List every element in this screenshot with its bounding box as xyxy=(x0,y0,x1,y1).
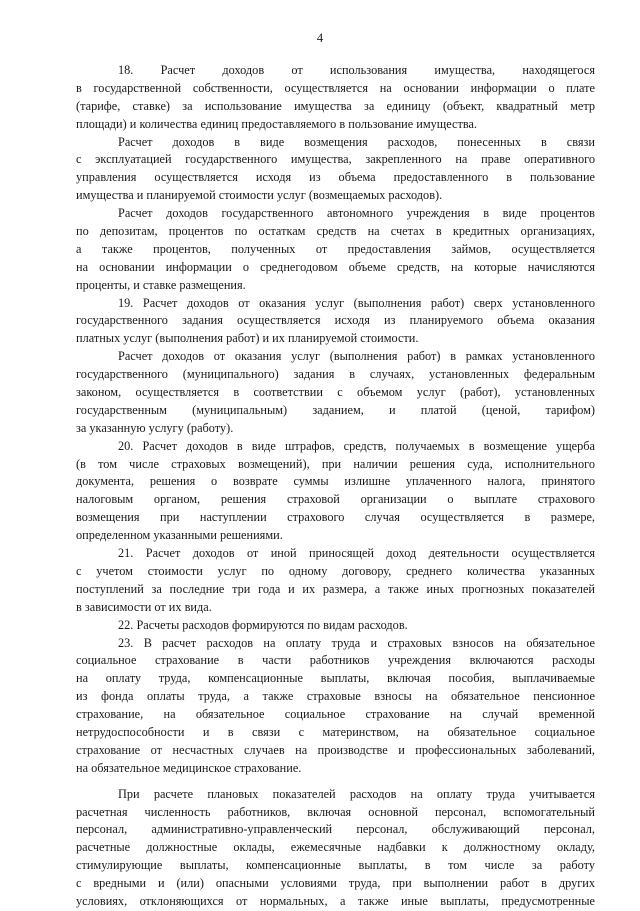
paragraph-line: расчетные должностные оклады, ежемесячные надбавки к должностному окладу, xyxy=(76,840,595,855)
paragraph-line: 20. Расчет доходов в виде штрафов, средств, получаемых в возмещение ущерба xyxy=(118,438,595,453)
paragraph-line: с эксплуатацией государственного имущества, закрепленного на праве оперативного xyxy=(76,152,595,167)
paragraph-line: государственного (муниципального) задания в случаях, установленных федеральным xyxy=(76,367,595,382)
paragraph-line: нетрудоспособности и в связи с материнством, на обязательное социальное xyxy=(76,724,595,739)
paragraph-line: Расчет доходов в виде возмещения расходов, понесенных в связи xyxy=(118,134,595,149)
paragraph xyxy=(76,438,595,545)
paragraph-line: имущества и планируемой стоимости услуг (возмещаемых расходов). xyxy=(76,188,443,203)
paragraph xyxy=(76,295,595,349)
paragraph-line: 23. В расчет расходов на оплату труда и страховых взносов на обязательное xyxy=(118,635,595,650)
paragraph-line: документа, решения о возврате суммы излишне уплаченного налога, принятого xyxy=(76,474,595,489)
paragraph-line: управления осуществляется исходя из объема предоставленного в пользование xyxy=(76,170,595,185)
paragraph-line: платных услуг (выполнения работ) и их планируемой стоимости. xyxy=(76,331,419,346)
paragraph-line: 22. Расчеты расходов формируются по видам расходов. xyxy=(118,617,408,632)
paragraph-line: на оплату труда, компенсационные выплаты, включая пособия, выплачиваемые xyxy=(76,671,595,686)
paragraph xyxy=(76,545,595,617)
paragraph xyxy=(76,62,595,134)
paragraph-line: поступлений за последние три года и их размера, а также иных прогнозных показателей xyxy=(76,581,595,596)
paragraph xyxy=(76,348,595,437)
paragraph-line: налоговым органом, решения страховой организации о выплате страхового xyxy=(76,492,595,507)
paragraph-line: 18. Расчет доходов от использования имущества, находящегося xyxy=(118,63,595,77)
paragraph-line: страхование от несчастных случаев на производстве и профессиональных заболеваний, xyxy=(76,742,595,757)
paragraph xyxy=(76,635,595,778)
paragraph-line: государственным (муниципальным) заданием, и платой (ценой, тарифом) xyxy=(76,402,595,417)
paragraph-line: При расчете плановых показателей расходов на оплату труда учитывается xyxy=(118,786,595,801)
paragraph-line: законом, осуществляется в соответствии с объемом услуг (работ), установленных xyxy=(76,385,595,400)
paragraph-line: проценты, и ставке размещения. xyxy=(76,277,246,292)
paragraph-line: 19. Расчет доходов от оказания услуг (выполнения работ) сверх установленного xyxy=(118,295,595,310)
paragraph-line: на обязательное медицинское страхование. xyxy=(76,760,302,775)
paragraph xyxy=(76,786,595,911)
paragraph-line: (тарифе, ставке) за использование имущества за единицу (объект, квадратный метр xyxy=(76,98,595,113)
page-number: 4 xyxy=(316,31,324,45)
paragraph-line: по депозитам, процентов по остаткам средств на счетах в кредитных организациях, xyxy=(76,224,595,239)
paragraph-line: на основании информации о среднегодовом объеме средств, на которые начисляются xyxy=(76,259,595,274)
paragraph-line: площади) и количества единиц предоставляемого в пользование имущества. xyxy=(76,116,478,131)
paragraph xyxy=(76,617,595,635)
paragraph-line: с вредными и (или) опасными условиями труда, при выполнении работ в других xyxy=(76,876,595,891)
paragraph-line: Расчет доходов государственного автономного учреждения в виде процентов xyxy=(118,206,595,221)
paragraph-line: условиях, отклоняющихся от нормальных, а также иные выплаты, предусмотренные xyxy=(76,893,595,908)
paragraph-line: определенном указанными решениями. xyxy=(76,528,283,543)
paragraph-line: (в том числе страховых возмещений), при наличии решения суда, исполнительного xyxy=(76,456,595,471)
paragraph-line: с учетом стоимости услуг по одному договору, среднего количества указанных xyxy=(76,563,595,578)
paragraph-line: за указанную услугу (работу). xyxy=(76,420,234,435)
paragraph-line: а также процентов, полученных от предоставления займов, осуществляется xyxy=(76,241,595,256)
paragraph xyxy=(76,134,595,206)
paragraph-line: 21. Расчет доходов от иной приносящей доход деятельности осуществляется xyxy=(118,546,595,561)
paragraph-line: возмещения при наступлении страхового случая осуществляется в размере, xyxy=(76,510,595,525)
paragraph-line: стимулирующие выплаты, компенсационные выплаты, в том числе за работу xyxy=(76,858,595,873)
paragraph-line: персонал, административно-управленческий персонал, обслуживающий персонал, xyxy=(76,822,595,837)
document-body xyxy=(76,62,595,911)
paragraph-line: в государственной собственности, осуществляется на основании информации о плате xyxy=(76,80,595,95)
paragraph-line: Расчет доходов от оказания услуг (выполнения работ) в рамках установленного xyxy=(118,349,595,364)
paragraph-line: государственного задания осуществляется исходя из планируемого объема оказания xyxy=(76,313,595,328)
paragraph-line: страхование, на обязательное социальное страхование на случай временной xyxy=(76,707,595,722)
paragraph xyxy=(76,205,595,294)
paragraph-line: социальное страхование в части работников учреждения включаются расходы xyxy=(76,653,595,668)
paragraph-line: в зависимости от их вида. xyxy=(76,599,212,614)
paragraph-line: из фонда оплаты труда, а также страховые взносы на обязательное пенсионное xyxy=(76,689,595,704)
paragraph-line: расчетная численность работников, включая основной персонал, вспомогательный xyxy=(76,804,595,819)
